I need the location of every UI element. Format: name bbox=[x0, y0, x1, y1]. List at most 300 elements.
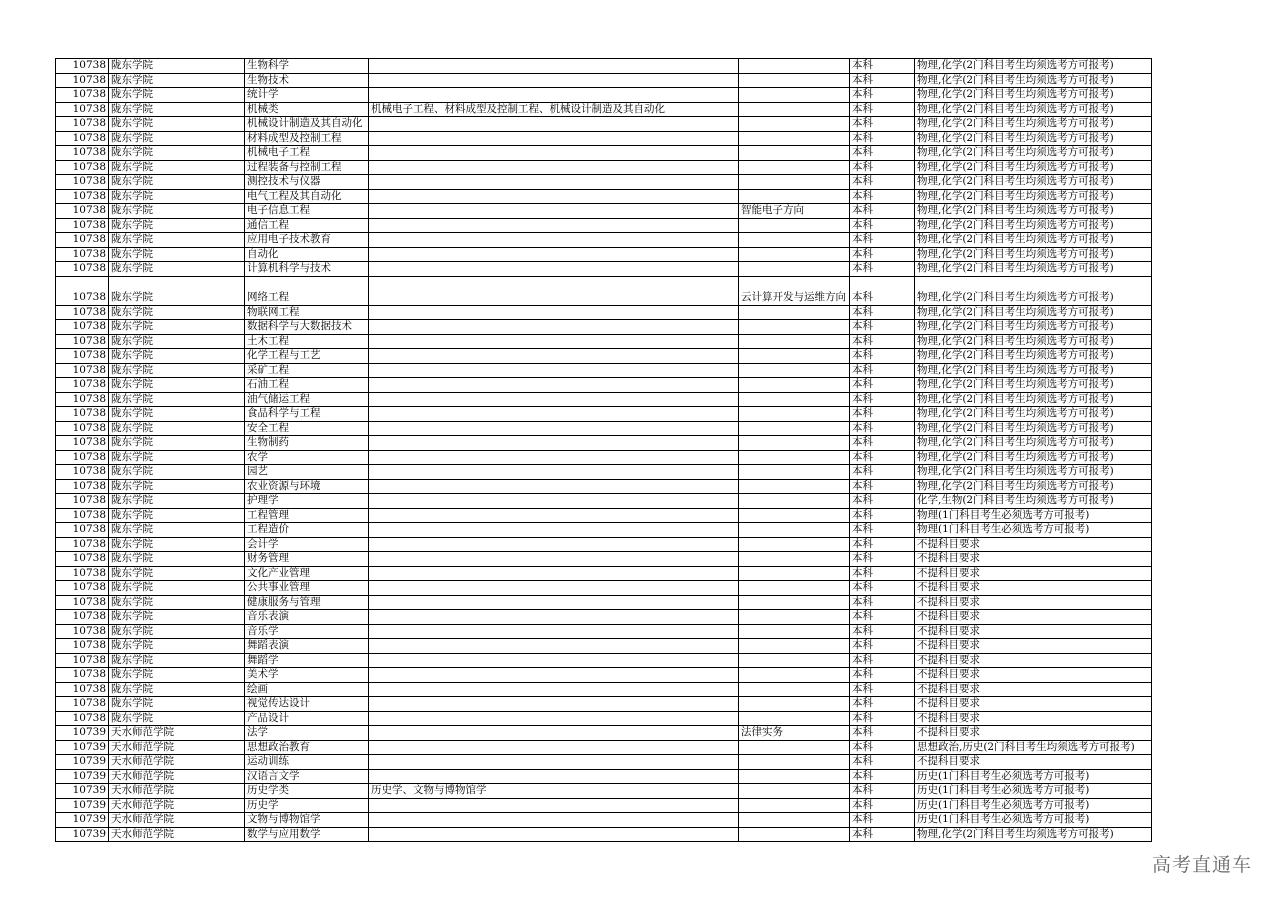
cell-school-name: 陇东学院 bbox=[109, 624, 245, 639]
cell-included-majors bbox=[369, 73, 739, 88]
cell-subject-requirement: 物理,化学(2门科目考生均须选考方可报考) bbox=[915, 479, 1152, 494]
cell-school-code: 10738 bbox=[56, 320, 109, 335]
cell-major: 工程造价 bbox=[245, 523, 369, 538]
cell-major: 绘画 bbox=[245, 682, 369, 697]
table-row bbox=[56, 407, 1152, 422]
cell-level: 本科 bbox=[850, 436, 915, 451]
cell-subject-requirement: 物理,化学(2门科目考生均须选考方可报考) bbox=[915, 146, 1152, 161]
cell-major: 统计学 bbox=[245, 88, 369, 103]
table-row bbox=[56, 247, 1152, 262]
cell-school-name: 陇东学院 bbox=[109, 566, 245, 581]
cell-direction bbox=[739, 450, 850, 465]
cell-school-code: 10738 bbox=[56, 59, 109, 74]
cell-school-name: 陇东学院 bbox=[109, 436, 245, 451]
cell-included-majors bbox=[369, 827, 739, 842]
cell-school-name: 陇东学院 bbox=[109, 102, 245, 117]
cell-subject-requirement: 不提科目要求 bbox=[915, 639, 1152, 654]
table-row bbox=[56, 450, 1152, 465]
cell-level: 本科 bbox=[850, 479, 915, 494]
cell-subject-requirement: 物理(1门科目考生必须选考方可报考) bbox=[915, 523, 1152, 538]
cell-level: 本科 bbox=[850, 146, 915, 161]
cell-included-majors bbox=[369, 479, 739, 494]
cell-school-name: 陇东学院 bbox=[109, 378, 245, 393]
cell-subject-requirement: 物理,化学(2门科目考生均须选考方可报考) bbox=[915, 233, 1152, 248]
cell-school-name: 天水师范学院 bbox=[109, 813, 245, 828]
cell-major: 机械类 bbox=[245, 102, 369, 117]
cell-subject-requirement: 不提科目要求 bbox=[915, 682, 1152, 697]
cell-major: 运动训练 bbox=[245, 755, 369, 770]
cell-school-code: 10738 bbox=[56, 508, 109, 523]
cell-major: 历史学类 bbox=[245, 784, 369, 799]
cell-direction bbox=[739, 305, 850, 320]
cell-direction bbox=[739, 798, 850, 813]
cell-school-code: 10738 bbox=[56, 711, 109, 726]
cell-school-name: 陇东学院 bbox=[109, 189, 245, 204]
cell-level: 本科 bbox=[850, 682, 915, 697]
cell-major: 历史学 bbox=[245, 798, 369, 813]
table-row bbox=[56, 88, 1152, 103]
table-row bbox=[56, 639, 1152, 654]
cell-included-majors bbox=[369, 363, 739, 378]
cell-major: 数学与应用数学 bbox=[245, 827, 369, 842]
cell-subject-requirement: 不提科目要求 bbox=[915, 610, 1152, 625]
cell-level: 本科 bbox=[850, 784, 915, 799]
cell-direction bbox=[739, 233, 850, 248]
cell-included-majors bbox=[369, 755, 739, 770]
cell-major: 采矿工程 bbox=[245, 363, 369, 378]
cell-school-code: 10738 bbox=[56, 349, 109, 364]
cell-included-majors bbox=[369, 276, 739, 305]
cell-school-name: 陇东学院 bbox=[109, 465, 245, 480]
cell-direction bbox=[739, 697, 850, 712]
cell-major: 食品科学与工程 bbox=[245, 407, 369, 422]
cell-level: 本科 bbox=[850, 73, 915, 88]
table-row bbox=[56, 349, 1152, 364]
cell-level: 本科 bbox=[850, 363, 915, 378]
cell-major: 机械电子工程 bbox=[245, 146, 369, 161]
cell-school-name: 陇东学院 bbox=[109, 581, 245, 596]
cell-subject-requirement: 物理,化学(2门科目考生均须选考方可报考) bbox=[915, 218, 1152, 233]
cell-school-name: 陇东学院 bbox=[109, 668, 245, 683]
cell-school-name: 陇东学院 bbox=[109, 233, 245, 248]
cell-direction bbox=[739, 465, 850, 480]
cell-direction bbox=[739, 117, 850, 132]
admission-table bbox=[55, 58, 1152, 842]
cell-major: 安全工程 bbox=[245, 421, 369, 436]
cell-school-name: 陇东学院 bbox=[109, 479, 245, 494]
table-row bbox=[56, 276, 1152, 305]
cell-included-majors bbox=[369, 508, 739, 523]
table-row bbox=[56, 682, 1152, 697]
cell-level: 本科 bbox=[850, 581, 915, 596]
cell-subject-requirement: 物理,化学(2门科目考生均须选考方可报考) bbox=[915, 407, 1152, 422]
cell-school-name: 陇东学院 bbox=[109, 218, 245, 233]
cell-school-code: 10738 bbox=[56, 450, 109, 465]
cell-subject-requirement: 物理(1门科目考生必须选考方可报考) bbox=[915, 508, 1152, 523]
cell-major: 美术学 bbox=[245, 668, 369, 683]
cell-direction bbox=[739, 595, 850, 610]
cell-school-name: 陇东学院 bbox=[109, 494, 245, 509]
cell-school-name: 天水师范学院 bbox=[109, 740, 245, 755]
cell-level: 本科 bbox=[850, 465, 915, 480]
cell-direction bbox=[739, 59, 850, 74]
cell-school-code: 10738 bbox=[56, 566, 109, 581]
cell-level: 本科 bbox=[850, 813, 915, 828]
table-row bbox=[56, 726, 1152, 741]
table-row bbox=[56, 552, 1152, 567]
cell-included-majors bbox=[369, 233, 739, 248]
cell-included-majors bbox=[369, 334, 739, 349]
table-row bbox=[56, 697, 1152, 712]
table-row bbox=[56, 813, 1152, 828]
cell-school-code: 10738 bbox=[56, 305, 109, 320]
cell-school-code: 10738 bbox=[56, 146, 109, 161]
cell-direction bbox=[739, 363, 850, 378]
cell-included-majors bbox=[369, 697, 739, 712]
cell-direction bbox=[739, 392, 850, 407]
cell-school-code: 10738 bbox=[56, 131, 109, 146]
cell-school-code: 10738 bbox=[56, 247, 109, 262]
table-row bbox=[56, 320, 1152, 335]
cell-subject-requirement: 物理,化学(2门科目考生均须选考方可报考) bbox=[915, 436, 1152, 451]
cell-school-name: 陇东学院 bbox=[109, 682, 245, 697]
cell-school-name: 陇东学院 bbox=[109, 363, 245, 378]
cell-included-majors bbox=[369, 378, 739, 393]
table-row bbox=[56, 218, 1152, 233]
cell-major: 电子信息工程 bbox=[245, 204, 369, 219]
cell-included-majors bbox=[369, 726, 739, 741]
cell-direction bbox=[739, 378, 850, 393]
cell-subject-requirement: 历史(1门科目考生必须选考方可报考) bbox=[915, 798, 1152, 813]
table-row bbox=[56, 160, 1152, 175]
cell-school-name: 天水师范学院 bbox=[109, 755, 245, 770]
table-row bbox=[56, 117, 1152, 132]
cell-subject-requirement: 不提科目要求 bbox=[915, 668, 1152, 683]
table-row bbox=[56, 523, 1152, 538]
cell-level: 本科 bbox=[850, 827, 915, 842]
cell-subject-requirement: 物理,化学(2门科目考生均须选考方可报考) bbox=[915, 421, 1152, 436]
cell-school-code: 10739 bbox=[56, 813, 109, 828]
table-row bbox=[56, 479, 1152, 494]
table-row bbox=[56, 740, 1152, 755]
table-row bbox=[56, 537, 1152, 552]
cell-school-code: 10739 bbox=[56, 769, 109, 784]
cell-major: 油气储运工程 bbox=[245, 392, 369, 407]
table-row bbox=[56, 378, 1152, 393]
cell-direction bbox=[739, 175, 850, 190]
cell-subject-requirement: 历史(1门科目考生必须选考方可报考) bbox=[915, 769, 1152, 784]
cell-school-code: 10738 bbox=[56, 160, 109, 175]
cell-level: 本科 bbox=[850, 233, 915, 248]
cell-direction bbox=[739, 436, 850, 451]
cell-subject-requirement: 物理,化学(2门科目考生均须选考方可报考) bbox=[915, 320, 1152, 335]
cell-subject-requirement: 不提科目要求 bbox=[915, 566, 1152, 581]
cell-included-majors bbox=[369, 450, 739, 465]
cell-school-code: 10738 bbox=[56, 595, 109, 610]
cell-subject-requirement: 物理,化学(2门科目考生均须选考方可报考) bbox=[915, 465, 1152, 480]
cell-level: 本科 bbox=[850, 378, 915, 393]
cell-school-code: 10738 bbox=[56, 436, 109, 451]
cell-direction: 法律实务 bbox=[739, 726, 850, 741]
cell-direction bbox=[739, 610, 850, 625]
cell-school-name: 天水师范学院 bbox=[109, 827, 245, 842]
cell-major: 材料成型及控制工程 bbox=[245, 131, 369, 146]
cell-included-majors bbox=[369, 131, 739, 146]
cell-direction: 云计算开发与运维方向 bbox=[739, 276, 850, 305]
cell-level: 本科 bbox=[850, 624, 915, 639]
cell-included-majors bbox=[369, 146, 739, 161]
cell-direction bbox=[739, 769, 850, 784]
cell-direction bbox=[739, 581, 850, 596]
cell-level: 本科 bbox=[850, 218, 915, 233]
cell-direction bbox=[739, 479, 850, 494]
cell-included-majors bbox=[369, 798, 739, 813]
cell-direction bbox=[739, 784, 850, 799]
table-row bbox=[56, 494, 1152, 509]
cell-school-code: 10738 bbox=[56, 363, 109, 378]
cell-school-name: 陇东学院 bbox=[109, 59, 245, 74]
cell-level: 本科 bbox=[850, 276, 915, 305]
cell-school-name: 天水师范学院 bbox=[109, 784, 245, 799]
cell-major: 网络工程 bbox=[245, 276, 369, 305]
cell-level: 本科 bbox=[850, 523, 915, 538]
cell-level: 本科 bbox=[850, 711, 915, 726]
table-row bbox=[56, 784, 1152, 799]
cell-level: 本科 bbox=[850, 59, 915, 74]
cell-subject-requirement: 物理,化学(2门科目考生均须选考方可报考) bbox=[915, 204, 1152, 219]
cell-school-code: 10739 bbox=[56, 827, 109, 842]
table-row bbox=[56, 465, 1152, 480]
cell-subject-requirement: 不提科目要求 bbox=[915, 581, 1152, 596]
cell-major: 计算机科学与技术 bbox=[245, 262, 369, 277]
cell-subject-requirement: 不提科目要求 bbox=[915, 755, 1152, 770]
cell-direction bbox=[739, 131, 850, 146]
table-row bbox=[56, 798, 1152, 813]
cell-subject-requirement: 化学,生物(2门科目考生均须选考方可报考) bbox=[915, 494, 1152, 509]
cell-included-majors bbox=[369, 813, 739, 828]
cell-included-majors bbox=[369, 175, 739, 190]
cell-school-code: 10738 bbox=[56, 218, 109, 233]
cell-direction bbox=[739, 827, 850, 842]
cell-school-code: 10738 bbox=[56, 465, 109, 480]
cell-school-name: 陇东学院 bbox=[109, 73, 245, 88]
cell-school-code: 10738 bbox=[56, 378, 109, 393]
cell-major: 自动化 bbox=[245, 247, 369, 262]
table-row bbox=[56, 668, 1152, 683]
cell-major: 舞蹈学 bbox=[245, 653, 369, 668]
table-row bbox=[56, 624, 1152, 639]
cell-school-code: 10738 bbox=[56, 421, 109, 436]
cell-direction bbox=[739, 537, 850, 552]
cell-level: 本科 bbox=[850, 610, 915, 625]
cell-direction bbox=[739, 88, 850, 103]
cell-level: 本科 bbox=[850, 450, 915, 465]
cell-level: 本科 bbox=[850, 740, 915, 755]
cell-major: 舞蹈表演 bbox=[245, 639, 369, 654]
cell-school-code: 10738 bbox=[56, 276, 109, 305]
cell-included-majors bbox=[369, 204, 739, 219]
table-row bbox=[56, 508, 1152, 523]
cell-major: 应用电子技术教育 bbox=[245, 233, 369, 248]
cell-school-name: 陇东学院 bbox=[109, 146, 245, 161]
cell-direction bbox=[739, 682, 850, 697]
cell-included-majors bbox=[369, 566, 739, 581]
cell-major: 音乐学 bbox=[245, 624, 369, 639]
cell-subject-requirement: 历史(1门科目考生必须选考方可报考) bbox=[915, 784, 1152, 799]
cell-subject-requirement: 不提科目要求 bbox=[915, 653, 1152, 668]
cell-school-code: 10738 bbox=[56, 610, 109, 625]
cell-direction bbox=[739, 711, 850, 726]
cell-direction bbox=[739, 566, 850, 581]
cell-school-name: 陇东学院 bbox=[109, 204, 245, 219]
cell-school-name: 陇东学院 bbox=[109, 421, 245, 436]
cell-subject-requirement: 物理,化学(2门科目考生均须选考方可报考) bbox=[915, 349, 1152, 364]
cell-major: 土木工程 bbox=[245, 334, 369, 349]
cell-school-name: 天水师范学院 bbox=[109, 726, 245, 741]
cell-included-majors bbox=[369, 494, 739, 509]
cell-school-code: 10738 bbox=[56, 392, 109, 407]
cell-included-majors bbox=[369, 436, 739, 451]
cell-school-name: 陇东学院 bbox=[109, 407, 245, 422]
cell-included-majors bbox=[369, 769, 739, 784]
cell-school-code: 10738 bbox=[56, 581, 109, 596]
cell-included-majors bbox=[369, 218, 739, 233]
cell-direction bbox=[739, 320, 850, 335]
cell-school-code: 10738 bbox=[56, 117, 109, 132]
cell-school-name: 陇东学院 bbox=[109, 610, 245, 625]
cell-school-name: 陇东学院 bbox=[109, 595, 245, 610]
cell-direction bbox=[739, 262, 850, 277]
cell-direction bbox=[739, 407, 850, 422]
cell-major: 护理学 bbox=[245, 494, 369, 509]
cell-subject-requirement: 不提科目要求 bbox=[915, 726, 1152, 741]
cell-level: 本科 bbox=[850, 117, 915, 132]
cell-school-name: 陇东学院 bbox=[109, 523, 245, 538]
cell-school-name: 陇东学院 bbox=[109, 117, 245, 132]
cell-school-code: 10738 bbox=[56, 175, 109, 190]
cell-direction bbox=[739, 349, 850, 364]
cell-included-majors bbox=[369, 421, 739, 436]
cell-school-code: 10739 bbox=[56, 726, 109, 741]
cell-included-majors bbox=[369, 639, 739, 654]
cell-direction bbox=[739, 755, 850, 770]
cell-included-majors bbox=[369, 320, 739, 335]
cell-school-name: 陇东学院 bbox=[109, 508, 245, 523]
cell-school-name: 陇东学院 bbox=[109, 711, 245, 726]
cell-school-code: 10738 bbox=[56, 204, 109, 219]
cell-school-name: 天水师范学院 bbox=[109, 798, 245, 813]
cell-level: 本科 bbox=[850, 175, 915, 190]
cell-level: 本科 bbox=[850, 755, 915, 770]
cell-direction bbox=[739, 523, 850, 538]
cell-school-code: 10738 bbox=[56, 73, 109, 88]
cell-level: 本科 bbox=[850, 131, 915, 146]
cell-subject-requirement: 不提科目要求 bbox=[915, 697, 1152, 712]
cell-major: 农学 bbox=[245, 450, 369, 465]
cell-subject-requirement: 不提科目要求 bbox=[915, 711, 1152, 726]
cell-major: 音乐表演 bbox=[245, 610, 369, 625]
cell-school-code: 10738 bbox=[56, 537, 109, 552]
cell-direction bbox=[739, 668, 850, 683]
watermark-text: 高考直通车 bbox=[1151, 854, 1252, 876]
table-row bbox=[56, 769, 1152, 784]
cell-subject-requirement: 物理,化学(2门科目考生均须选考方可报考) bbox=[915, 450, 1152, 465]
cell-school-code: 10738 bbox=[56, 334, 109, 349]
cell-direction bbox=[739, 552, 850, 567]
cell-level: 本科 bbox=[850, 262, 915, 277]
table-body bbox=[56, 59, 1152, 842]
cell-school-name: 陇东学院 bbox=[109, 160, 245, 175]
cell-subject-requirement: 思想政治,历史(2门科目考生均须选考方可报考) bbox=[915, 740, 1152, 755]
cell-major: 生物科学 bbox=[245, 59, 369, 74]
cell-school-name: 陇东学院 bbox=[109, 537, 245, 552]
cell-school-name: 陇东学院 bbox=[109, 653, 245, 668]
cell-major: 文物与博物馆学 bbox=[245, 813, 369, 828]
cell-school-code: 10738 bbox=[56, 668, 109, 683]
cell-school-code: 10738 bbox=[56, 682, 109, 697]
cell-school-name: 陇东学院 bbox=[109, 88, 245, 103]
cell-included-majors bbox=[369, 407, 739, 422]
cell-subject-requirement: 物理,化学(2门科目考生均须选考方可报考) bbox=[915, 88, 1152, 103]
cell-subject-requirement: 物理,化学(2门科目考生均须选考方可报考) bbox=[915, 827, 1152, 842]
cell-school-name: 天水师范学院 bbox=[109, 769, 245, 784]
table-row bbox=[56, 363, 1152, 378]
cell-level: 本科 bbox=[850, 508, 915, 523]
cell-subject-requirement: 物理,化学(2门科目考生均须选考方可报考) bbox=[915, 276, 1152, 305]
cell-school-code: 10738 bbox=[56, 653, 109, 668]
cell-included-majors bbox=[369, 668, 739, 683]
table-row bbox=[56, 233, 1152, 248]
cell-subject-requirement: 物理,化学(2门科目考生均须选考方可报考) bbox=[915, 59, 1152, 74]
cell-direction bbox=[739, 218, 850, 233]
cell-level: 本科 bbox=[850, 160, 915, 175]
cell-school-name: 陇东学院 bbox=[109, 247, 245, 262]
cell-level: 本科 bbox=[850, 639, 915, 654]
cell-included-majors bbox=[369, 610, 739, 625]
cell-major: 视觉传达设计 bbox=[245, 697, 369, 712]
cell-subject-requirement: 物理,化学(2门科目考生均须选考方可报考) bbox=[915, 102, 1152, 117]
cell-included-majors bbox=[369, 581, 739, 596]
cell-direction bbox=[739, 639, 850, 654]
cell-level: 本科 bbox=[850, 769, 915, 784]
cell-school-name: 陇东学院 bbox=[109, 697, 245, 712]
cell-included-majors bbox=[369, 117, 739, 132]
cell-school-code: 10738 bbox=[56, 639, 109, 654]
cell-direction bbox=[739, 160, 850, 175]
cell-direction: 智能电子方向 bbox=[739, 204, 850, 219]
cell-included-majors: 机械电子工程、材料成型及控制工程、机械设计制造及其自动化 bbox=[369, 102, 739, 117]
cell-school-code: 10738 bbox=[56, 233, 109, 248]
cell-level: 本科 bbox=[850, 247, 915, 262]
cell-direction bbox=[739, 494, 850, 509]
table-row bbox=[56, 595, 1152, 610]
cell-level: 本科 bbox=[850, 726, 915, 741]
cell-subject-requirement: 不提科目要求 bbox=[915, 552, 1152, 567]
cell-level: 本科 bbox=[850, 494, 915, 509]
cell-level: 本科 bbox=[850, 537, 915, 552]
cell-included-majors bbox=[369, 262, 739, 277]
cell-direction bbox=[739, 189, 850, 204]
cell-level: 本科 bbox=[850, 668, 915, 683]
cell-included-majors bbox=[369, 247, 739, 262]
cell-subject-requirement: 不提科目要求 bbox=[915, 537, 1152, 552]
cell-major: 化学工程与工艺 bbox=[245, 349, 369, 364]
table-row bbox=[56, 131, 1152, 146]
cell-direction bbox=[739, 624, 850, 639]
cell-school-code: 10738 bbox=[56, 88, 109, 103]
cell-school-name: 陇东学院 bbox=[109, 320, 245, 335]
cell-included-majors bbox=[369, 740, 739, 755]
